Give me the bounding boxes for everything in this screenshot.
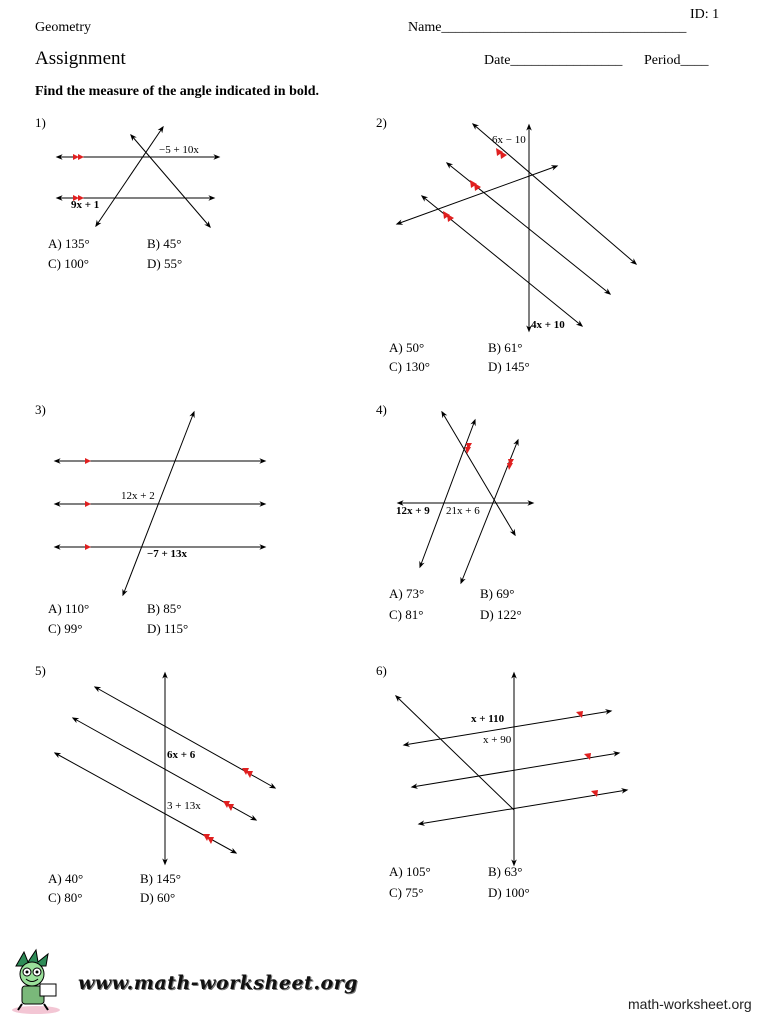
problem-5-number: 5) [35, 663, 46, 678]
problem-2-angle-label-top: 6x − 10 [492, 134, 526, 146]
problem-4-choice-a[interactable]: A) 73° [389, 586, 425, 601]
problem-3-choice-d[interactable]: D) 115° [147, 621, 189, 636]
problem-4-angle-label-bold: 12x + 9 [396, 505, 430, 517]
footer-logo-text: www.math-worksheet.org [78, 972, 358, 994]
problem-3-angle-label-top: 12x + 2 [121, 490, 155, 502]
problem-5-choice-b[interactable]: B) 145° [140, 871, 181, 886]
problem-3-number: 3) [35, 402, 46, 417]
problem-6-choice-b[interactable]: B) 63° [488, 864, 523, 879]
problem-1-choice-b[interactable]: B) 45° [147, 236, 182, 251]
problem-1-choice-d[interactable]: D) 55° [147, 256, 183, 271]
problem-1-number: 1) [35, 115, 46, 130]
problem-1-angle-label-top: −5 + 10x [159, 144, 199, 156]
problem-5-choice-d[interactable]: D) 60° [140, 890, 176, 905]
problem-5-angle-label-bottom: 3 + 13x [167, 800, 201, 812]
problem-4-choice-d[interactable]: D) 122° [480, 607, 522, 622]
problem-5-choice-a[interactable]: A) 40° [48, 871, 84, 886]
problem-6-choice-d[interactable]: D) 100° [488, 885, 530, 900]
problem-6-choice-c[interactable]: C) 75° [389, 885, 424, 900]
problem-3-angle-label-bold: −7 + 13x [147, 548, 188, 560]
worksheet-id: ID: 1 [690, 7, 720, 22]
problem-4-choice-c[interactable]: C) 81° [389, 607, 424, 622]
problem-1-choice-c[interactable]: C) 100° [48, 256, 89, 271]
problem-5-choice-c[interactable]: C) 80° [48, 890, 83, 905]
problem-3-choice-b[interactable]: B) 85° [147, 601, 182, 616]
problem-3-choice-c[interactable]: C) 99° [48, 621, 83, 636]
problem-6-choice-a[interactable]: A) 105° [389, 864, 431, 879]
problem-2-choice-c[interactable]: C) 130° [389, 359, 430, 374]
problem-5-angle-label-bold: 6x + 6 [167, 749, 196, 761]
problem-2-choice-b[interactable]: B) 61° [488, 340, 523, 355]
problem-6-angle-label-right: x + 90 [483, 734, 512, 746]
problem-2-choice-a[interactable]: A) 50° [389, 340, 425, 355]
problem-1-choice-a[interactable]: A) 135° [48, 236, 90, 251]
problem-3-choice-a[interactable]: A) 110° [48, 601, 90, 616]
problem-6-angle-label-bold: x + 110 [471, 713, 505, 725]
problem-2-number: 2) [376, 115, 387, 130]
mascot-logo-icon [6, 948, 76, 1016]
problem-6-number: 6) [376, 663, 387, 678]
problem-4-angle-label-right: 21x + 6 [446, 505, 480, 517]
period-field[interactable]: Period____ [644, 53, 709, 68]
problem-1-angle-label-bold: 9x + 1 [71, 199, 100, 211]
footer-site-link[interactable]: math-worksheet.org [628, 996, 752, 1012]
date-field[interactable]: Date________________ [484, 53, 623, 68]
problem-4-choice-b[interactable]: B) 69° [480, 586, 515, 601]
problem-2-angle-label-bold: 4x + 10 [531, 319, 565, 331]
problem-4-number: 4) [376, 402, 387, 417]
page-title: Assignment [35, 48, 126, 69]
instructions: Find the measure of the angle indicated in bold. [35, 84, 320, 99]
subject-label: Geometry [35, 20, 91, 35]
name-field[interactable]: Name___________________________________ [408, 20, 687, 35]
problem-2-choice-d[interactable]: D) 145° [488, 359, 530, 374]
